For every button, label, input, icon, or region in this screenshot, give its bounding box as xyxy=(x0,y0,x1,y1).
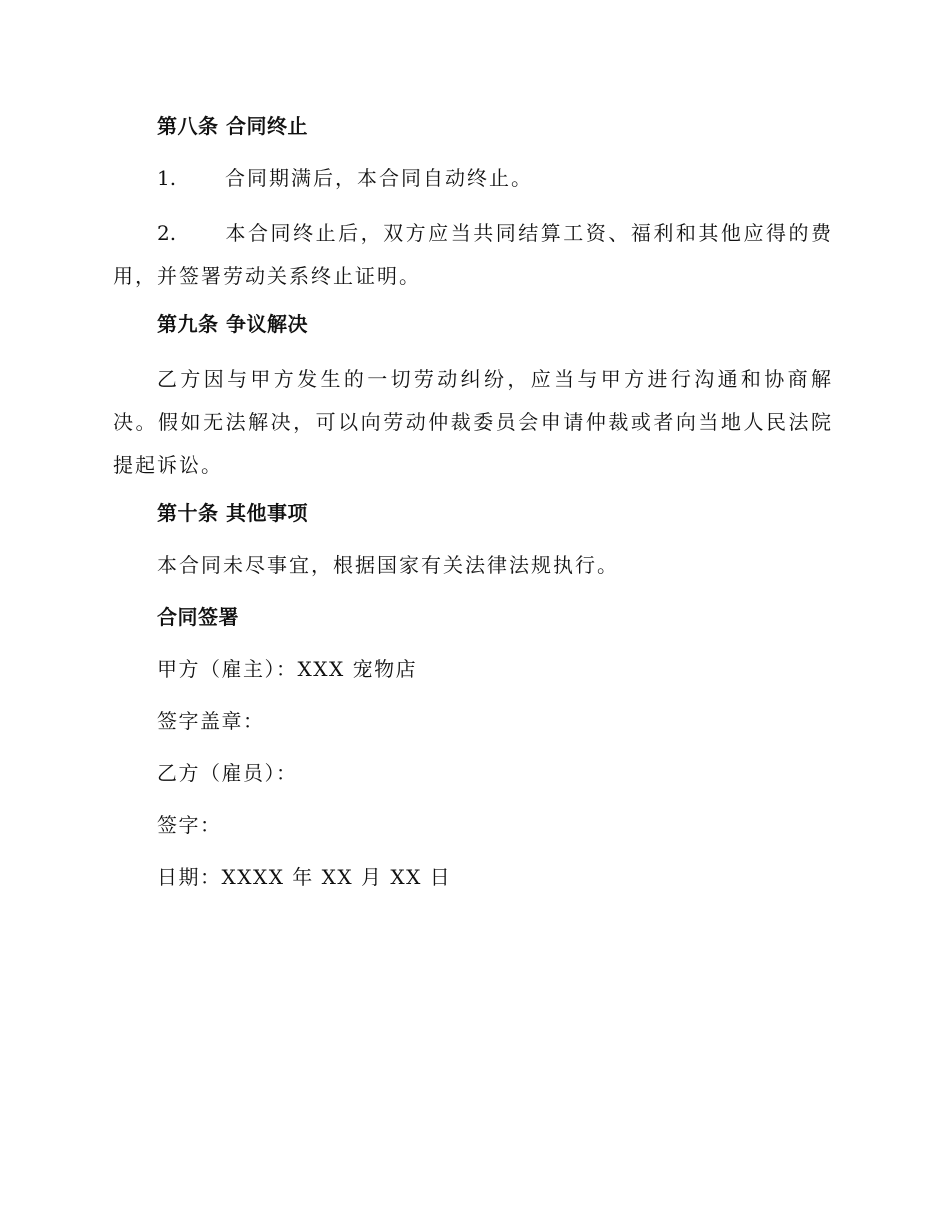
item-text: 本合同终止后，双方应当共同结算工资、福利和其他应得的费用，并签署劳动关系终止证明。 xyxy=(113,221,833,288)
date-line: 日期：XXXX 年 XX 月 XX 日 xyxy=(157,865,452,889)
party-b-line: 乙方（雇员）： xyxy=(157,761,298,785)
party-a-line: 甲方（雇主）：XXX 宠物店 xyxy=(157,657,418,681)
item-number: 1. xyxy=(157,166,177,190)
article-9-heading: 第九条 争议解决 xyxy=(157,312,308,336)
article-9-text: 乙方因与甲方发生的一切劳动纠纷，应当与甲方进行沟通和协商解决。假如无法解决，可以向劳动仲裁委员会申请仲裁或者向当地人民法院提起诉讼。 xyxy=(113,367,833,477)
seal-line: 签字盖章： xyxy=(157,709,265,733)
article-8-heading: 第八条 合同终止 xyxy=(157,114,308,138)
item-number: 2. xyxy=(157,221,177,245)
article-10-heading: 第十条 其他事项 xyxy=(157,501,308,525)
item-text: 合同期满后，本合同自动终止。 xyxy=(225,166,533,190)
article-8-item-2 xyxy=(113,212,833,298)
signing-heading: 合同签署 xyxy=(157,605,239,629)
article-8-item-1 xyxy=(113,160,833,196)
signature-line: 签字： xyxy=(157,813,222,837)
document-content xyxy=(113,108,833,911)
article-10-text: 本合同未尽事宜，根据国家有关法律法规执行。 xyxy=(157,553,619,577)
